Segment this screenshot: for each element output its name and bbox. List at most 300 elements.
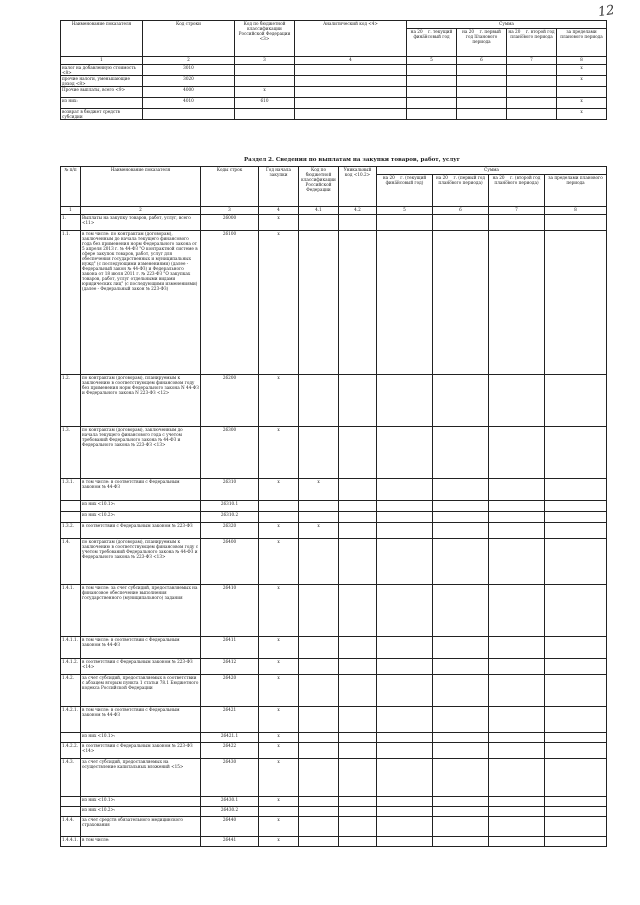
header-line-code: Коды строк <box>201 167 259 207</box>
value-cell <box>295 109 407 120</box>
value-cell <box>377 479 433 501</box>
row-number <box>61 501 81 512</box>
row-name: в том числе: за счет субсидий, предоставляемых на финансовое обеспечение выполнения государственного (муниципального) задания <box>81 585 201 637</box>
value-cell <box>489 675 545 707</box>
section-title: Раздел 2. Сведения по выплатам на закупки товаров, работ, услуг <box>244 157 461 163</box>
value-cell <box>545 512 607 523</box>
row-budget-code <box>299 817 339 837</box>
table-row <box>61 817 607 837</box>
column-number: 4.1 <box>299 207 339 215</box>
value-cell <box>545 759 607 797</box>
row-number: 1.4. <box>61 539 81 585</box>
row-beyond-value: x <box>557 109 607 120</box>
value-cell <box>545 637 607 659</box>
column-number: 6 <box>457 57 507 65</box>
table-row <box>61 797 607 807</box>
table-row <box>61 76 607 87</box>
value-cell <box>433 479 489 501</box>
column-number: 5 <box>407 57 457 65</box>
row-name: в том числе: в соответствии с Федеральным законом № 44-ФЗ <box>81 637 201 659</box>
value-cell <box>489 539 545 585</box>
value-cell <box>433 817 489 837</box>
row-year-start: x <box>259 837 299 847</box>
row-year-start: x <box>259 585 299 637</box>
procurement-payments-table <box>60 166 607 847</box>
row-number: 1.4.2.2. <box>61 743 81 759</box>
value-cell <box>433 215 489 231</box>
value-cell <box>489 797 545 807</box>
row-name: из них <10.1>: <box>81 733 201 743</box>
value-cell <box>407 109 457 120</box>
row-line-code: 26320 <box>201 523 259 539</box>
value-cell <box>545 733 607 743</box>
value-cell <box>545 585 607 637</box>
row-year-start <box>259 501 299 512</box>
row-budget-code <box>299 807 339 817</box>
value-cell <box>545 375 607 427</box>
row-line-code: 26200 <box>201 375 259 427</box>
value-cell <box>507 109 557 120</box>
value-cell <box>433 707 489 733</box>
row-name: возврат в бюджет средств субсидии <box>61 109 143 120</box>
header-year-current: на 20__ г. (текущий финансовый год) <box>377 175 433 207</box>
table-row <box>61 743 607 759</box>
row-line-code: 26310.2 <box>201 512 259 523</box>
table-row <box>61 98 607 109</box>
value-cell <box>489 759 545 797</box>
table-row <box>61 501 607 512</box>
table-row <box>61 87 607 98</box>
column-number: 7 <box>507 57 557 65</box>
value-cell <box>489 659 545 675</box>
header-budget-code: Код по бюджетной классификации Российской Федерации <box>299 167 339 207</box>
row-line-code: 4010 <box>143 98 235 109</box>
value-cell <box>377 733 433 743</box>
value-cell <box>295 76 407 87</box>
income-expense-table <box>60 20 607 120</box>
value-cell <box>339 807 377 817</box>
row-name: из них <10.2>: <box>81 807 201 817</box>
value-cell <box>433 675 489 707</box>
value-cell <box>377 215 433 231</box>
value-cell <box>377 512 433 523</box>
value-cell <box>489 817 545 837</box>
row-number: 1.3.1. <box>61 479 81 501</box>
table-row <box>61 759 607 797</box>
row-name: в том числе: <box>81 837 201 847</box>
row-year-start: x <box>259 707 299 733</box>
table-row <box>61 707 607 733</box>
value-cell <box>339 837 377 847</box>
row-budget-code <box>299 375 339 427</box>
row-year-start: x <box>259 375 299 427</box>
row-number: 1.1. <box>61 231 81 375</box>
row-number: 1.4.1.2. <box>61 659 81 675</box>
header-unique-code: Уникальный код <10.2> <box>339 167 377 207</box>
column-number: 8 <box>557 57 607 65</box>
row-year-start: x <box>259 743 299 759</box>
value-cell <box>489 501 545 512</box>
value-cell <box>457 76 507 87</box>
value-cell <box>433 733 489 743</box>
row-line-code <box>143 109 235 120</box>
row-name: в том числе: по контрактам (договорам), заключенным до начала текущего финансового года без применения норм Федерального закона от 5 апреля 2013 г. № 44-ФЗ "О контрактной системе в сфере закупок товаров, работ, услуг для обеспечения государственных и муниципальных нужд" (с последующими изменениями) (далее - Федеральный закон № 44-ФЗ) и Федерального закона от 18 июля 2011 г. № 223-ФЗ "О закупках товаров, работ, услуг отдельными видами юридических лиц" (с последующими изменениями) (далее - Федеральный закон № 223-ФЗ) <box>81 231 201 375</box>
row-number <box>61 797 81 807</box>
row-number <box>61 512 81 523</box>
row-beyond-value <box>557 87 607 98</box>
value-cell <box>507 98 557 109</box>
header-year-start: Год начала закупки <box>259 167 299 207</box>
value-cell <box>295 98 407 109</box>
row-budget-code <box>299 797 339 807</box>
value-cell <box>433 659 489 675</box>
value-cell <box>545 231 607 375</box>
table-row <box>61 427 607 479</box>
value-cell <box>457 98 507 109</box>
header-year-beyond: за пределами планового периода <box>545 175 607 207</box>
header-analytic-code: Аналитический код <4> <box>295 21 407 57</box>
row-name: в том числе: в соответствии с Федеральным законом № 44-ФЗ <box>81 479 201 501</box>
value-cell <box>545 501 607 512</box>
value-cell <box>489 707 545 733</box>
row-line-code: 26421.1 <box>201 733 259 743</box>
value-cell <box>433 797 489 807</box>
table-row <box>61 539 607 585</box>
table-row <box>61 109 607 120</box>
value-cell <box>377 759 433 797</box>
value-cell <box>507 76 557 87</box>
value-cell <box>433 759 489 797</box>
row-line-code: 26310 <box>201 479 259 501</box>
row-year-start: x <box>259 675 299 707</box>
header-year-second: на 20__ г. (второй год планового периода) <box>489 175 545 207</box>
value-cell <box>545 675 607 707</box>
row-year-start: x <box>259 427 299 479</box>
row-year-start: x <box>259 215 299 231</box>
row-name: по контрактам (договорам), планируемым к заключению в соответствующем финансовом году без применения норм Федерального закона N 44-ФЗ и Федерального закона N 223-ФЗ <12> <box>81 375 201 427</box>
row-budget-code <box>299 231 339 375</box>
row-budget-code <box>299 659 339 675</box>
value-cell <box>433 375 489 427</box>
row-number: 1.4.4.1. <box>61 837 81 847</box>
page-number-mark: 12 <box>597 2 616 21</box>
column-numbering-row <box>61 207 607 215</box>
value-cell <box>339 733 377 743</box>
column-number: 4.2 <box>339 207 377 215</box>
value-cell <box>489 837 545 847</box>
value-cell <box>489 427 545 479</box>
row-number: 1.4.1. <box>61 585 81 637</box>
row-budget-code <box>299 427 339 479</box>
row-line-code: 26300 <box>201 427 259 479</box>
row-line-code: 26412 <box>201 659 259 675</box>
row-line-code: 26421 <box>201 707 259 733</box>
row-number: 1.4.2.1. <box>61 707 81 733</box>
row-line-code: 3020 <box>143 76 235 87</box>
value-cell <box>407 65 457 76</box>
value-cell <box>433 231 489 375</box>
row-name: по контрактам (договорам), планируемым к заключению в соответствующем финансовом году с учетом требований Федерального закона № 44-ФЗ и Федерального закона № 223-ФЗ <13> <box>81 539 201 585</box>
table-row <box>61 585 607 637</box>
row-number: 1.3.2. <box>61 523 81 539</box>
row-year-start: x <box>259 797 299 807</box>
value-cell <box>433 807 489 817</box>
value-cell <box>377 707 433 733</box>
row-name: из них <10.1>: <box>81 501 201 512</box>
row-number: 1.4.4. <box>61 817 81 837</box>
value-cell <box>407 76 457 87</box>
row-name: по контрактам (договорам), заключенным до начала текущего финансового года с учетом требований Федерального закона № 44-ФЗ и Федерального закона № 223-ФЗ <13> <box>81 427 201 479</box>
value-cell <box>433 427 489 479</box>
value-cell <box>489 231 545 375</box>
value-cell <box>545 817 607 837</box>
value-cell <box>545 837 607 847</box>
table-row <box>61 375 607 427</box>
value-cell <box>545 427 607 479</box>
value-cell <box>433 539 489 585</box>
value-cell <box>545 807 607 817</box>
row-line-code: 26310.1 <box>201 501 259 512</box>
row-number <box>61 807 81 817</box>
row-year-start: x <box>259 539 299 585</box>
value-cell <box>433 837 489 847</box>
row-budget-code <box>299 743 339 759</box>
value-cell <box>489 807 545 817</box>
value-cell <box>339 797 377 807</box>
row-name: Прочие выплаты, всего <9> <box>61 87 143 98</box>
value-cell <box>377 637 433 659</box>
row-budget-code <box>299 501 339 512</box>
row-line-code: 26411 <box>201 637 259 659</box>
value-cell <box>489 375 545 427</box>
row-line-code: 26440 <box>201 817 259 837</box>
row-name: прочие налоги, уменьшающие доход <8> <box>61 76 143 87</box>
table-row <box>61 479 607 501</box>
row-year-start: x <box>259 523 299 539</box>
value-cell <box>339 585 377 637</box>
row-name: в том числе: в соответствии с Федеральным законом № 44-ФЗ <box>81 707 201 733</box>
header-line-code: Код строки <box>143 21 235 57</box>
row-name: за счет субсидий, предоставляемых в соответствии с абзацем вторым пункта 1 статьи 78.1 Бюджетного кодекса Российской Федерации <box>81 675 201 707</box>
value-cell <box>457 65 507 76</box>
table-row <box>61 512 607 523</box>
row-number: 1.4.3. <box>61 759 81 797</box>
table-row <box>61 215 607 231</box>
value-cell <box>339 539 377 585</box>
header-sum: Сумма <box>377 167 607 175</box>
value-cell <box>489 733 545 743</box>
value-cell <box>339 637 377 659</box>
row-line-code: 3010 <box>143 65 235 76</box>
value-cell <box>489 637 545 659</box>
value-cell <box>339 231 377 375</box>
row-budget-code <box>299 759 339 797</box>
row-budget-code <box>299 215 339 231</box>
value-cell <box>433 501 489 512</box>
row-number: 1.2. <box>61 375 81 427</box>
row-name: из них: <box>61 98 143 109</box>
header-year-second: на 20__ г. второй год планового периода <box>507 29 557 57</box>
row-name: из них <10.2>: <box>81 512 201 523</box>
row-line-code: 26422 <box>201 743 259 759</box>
column-number: 1 <box>61 207 81 215</box>
value-cell <box>377 585 433 637</box>
row-number: 1.4.1.1. <box>61 637 81 659</box>
value-cell <box>339 501 377 512</box>
row-name: из них <10.1>: <box>81 797 201 807</box>
row-line-code: 26441 <box>201 837 259 847</box>
row-year-start: x <box>259 637 299 659</box>
column-numbering-row <box>61 57 607 65</box>
row-number <box>61 733 81 743</box>
value-cell <box>489 585 545 637</box>
row-budget-code <box>299 837 339 847</box>
row-budget-code: 610 <box>235 98 295 109</box>
header-year-first: на 20__ г. (первый год планового периода) <box>433 175 489 207</box>
header-budget-code: Код по бюджетной классификации Российской Федерации <3> <box>235 21 295 57</box>
value-cell <box>545 215 607 231</box>
row-year-start: x <box>259 817 299 837</box>
column-number: 4 <box>295 57 407 65</box>
value-cell <box>489 479 545 501</box>
value-cell <box>407 98 457 109</box>
row-line-code: 26000 <box>201 215 259 231</box>
column-number: 2 <box>143 57 235 65</box>
table-row <box>61 659 607 675</box>
value-cell <box>457 87 507 98</box>
value-cell <box>457 109 507 120</box>
row-line-code: 26400 <box>201 539 259 585</box>
value-cell <box>339 759 377 797</box>
row-budget-code <box>299 637 339 659</box>
row-name: налог на добавленную стоимость <8> <box>61 65 143 76</box>
column-number: 7 <box>489 207 545 215</box>
row-beyond-value: x <box>557 65 607 76</box>
row-budget-code <box>235 65 295 76</box>
row-budget-code <box>299 707 339 733</box>
value-cell <box>377 659 433 675</box>
table-row <box>61 675 607 707</box>
value-cell <box>295 87 407 98</box>
column-number: 3 <box>201 207 259 215</box>
row-line-code: 26430.1 <box>201 797 259 807</box>
value-cell <box>377 837 433 847</box>
header-year-beyond: за пределами планового периода <box>557 29 607 57</box>
value-cell <box>377 231 433 375</box>
row-budget-code: x <box>235 87 295 98</box>
value-cell <box>545 743 607 759</box>
row-line-code: 4000 <box>143 87 235 98</box>
value-cell <box>377 523 433 539</box>
value-cell <box>377 807 433 817</box>
value-cell <box>433 585 489 637</box>
column-number: 6 <box>433 207 489 215</box>
row-budget-code <box>299 675 339 707</box>
row-year-start: x <box>259 479 299 501</box>
value-cell <box>377 817 433 837</box>
row-beyond-value: x <box>557 98 607 109</box>
value-cell <box>545 539 607 585</box>
value-cell <box>377 797 433 807</box>
table-row <box>61 837 607 847</box>
value-cell <box>295 65 407 76</box>
header-name: Наименование показателя <box>81 167 201 207</box>
value-cell <box>339 743 377 759</box>
value-cell <box>339 523 377 539</box>
row-budget-code <box>235 76 295 87</box>
row-line-code: 26100 <box>201 231 259 375</box>
row-year-start: x <box>259 759 299 797</box>
row-year-start: x <box>259 733 299 743</box>
row-name: за счет средств обязательного медицинского страхования <box>81 817 201 837</box>
value-cell <box>339 427 377 479</box>
value-cell <box>507 87 557 98</box>
column-number: 1 <box>61 57 143 65</box>
row-number: 1. <box>61 215 81 231</box>
header-year-current: на 20__ г. текущий финансовый год <box>407 29 457 57</box>
value-cell <box>377 539 433 585</box>
row-name: в соответствии с Федеральным законом № 223-ФЗ <14> <box>81 659 201 675</box>
row-budget-code: x <box>299 523 339 539</box>
value-cell <box>489 523 545 539</box>
column-number: 8 <box>545 207 607 215</box>
value-cell <box>433 637 489 659</box>
column-number: 2 <box>81 207 201 215</box>
header-sum: Сумма <box>407 21 607 29</box>
row-name: в соответствии с Федеральным законом № 223-ФЗ <box>81 523 201 539</box>
value-cell <box>339 375 377 427</box>
column-number: 5 <box>377 207 433 215</box>
row-budget-code <box>299 733 339 743</box>
value-cell <box>489 512 545 523</box>
row-budget-code <box>299 585 339 637</box>
value-cell <box>339 512 377 523</box>
header-year-first: на 20__ г. первый год планового периода <box>457 29 507 57</box>
value-cell <box>507 65 557 76</box>
value-cell <box>489 215 545 231</box>
row-year-start: x <box>259 231 299 375</box>
table-row <box>61 231 607 375</box>
row-budget-code <box>235 109 295 120</box>
column-number: 4 <box>259 207 299 215</box>
row-line-code: 26420 <box>201 675 259 707</box>
row-name: за счет субсидий, предоставляемых на осуществление капитальных вложений <15> <box>81 759 201 797</box>
header-name: Наименование показателя <box>61 21 143 57</box>
value-cell <box>339 215 377 231</box>
row-line-code: 26430 <box>201 759 259 797</box>
value-cell <box>545 707 607 733</box>
row-number: 1.4.2. <box>61 675 81 707</box>
row-year-start: x <box>259 659 299 675</box>
row-name: Выплаты на закупку товаров, работ, услуг, всего <11> <box>81 215 201 231</box>
value-cell <box>545 479 607 501</box>
value-cell <box>377 501 433 512</box>
row-beyond-value: x <box>557 76 607 87</box>
table-row <box>61 65 607 76</box>
table-row <box>61 523 607 539</box>
value-cell <box>377 427 433 479</box>
row-line-code: 26410 <box>201 585 259 637</box>
row-name: в соответствии с Федеральным законом № 223-ФЗ <14> <box>81 743 201 759</box>
value-cell <box>377 675 433 707</box>
row-budget-code <box>299 512 339 523</box>
value-cell <box>545 797 607 807</box>
row-budget-code <box>299 539 339 585</box>
column-number: 3 <box>235 57 295 65</box>
value-cell <box>545 659 607 675</box>
row-year-start <box>259 807 299 817</box>
table-row <box>61 637 607 659</box>
